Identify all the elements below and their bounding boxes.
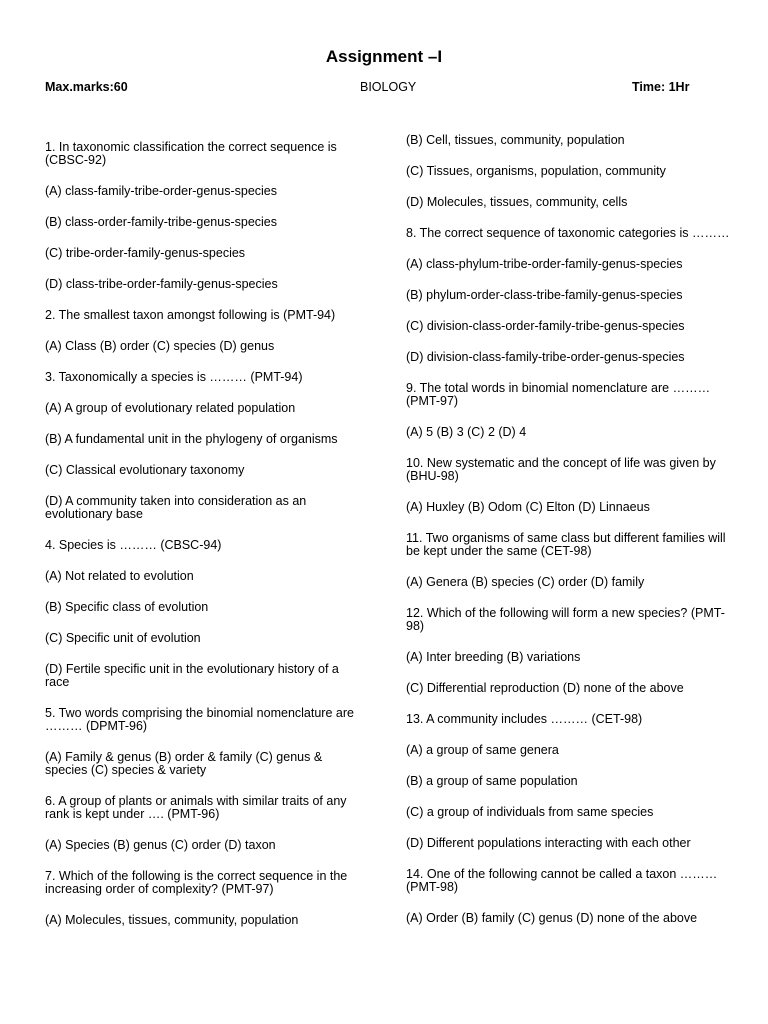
answer-option: (D) class-tribe-order-family-genus-species — [45, 277, 278, 291]
answer-option: (A) Huxley (B) Odom (C) Elton (D) Linnaeus — [406, 500, 650, 514]
question-text: 8. The correct sequence of taxonomic categories is ……… — [406, 226, 730, 240]
question-text: 1. In taxonomic classification the correct sequence is (CBSC-92) — [45, 140, 337, 167]
answer-option: (A) A group of evolutionary related population — [45, 401, 296, 415]
answer-option: (A) class-phylum-tribe-order-family-genus-species — [406, 257, 683, 271]
question-text: 3. Taxonomically a species is ……… (PMT-94) — [45, 370, 303, 384]
answer-option: (A) Molecules, tissues, community, population — [45, 913, 299, 927]
right-column — [406, 134, 731, 943]
time-limit: Time: 1Hr — [632, 80, 690, 94]
question-text: 4. Species is ……… (CBSC-94) — [45, 538, 222, 552]
answer-option: (A) Order (B) family (C) genus (D) none of the above — [406, 911, 698, 925]
answer-option: (A) a group of same genera — [406, 743, 559, 757]
answer-option: (B) Specific class of evolution — [45, 600, 209, 614]
answer-option: (A) Family & genus (B) order & family (C) genus & species (C) species & variety — [45, 750, 323, 777]
answer-option: (A) Inter breeding (B) variations — [406, 650, 581, 664]
answer-option: (C) Differential reproduction (D) none of the above — [406, 681, 684, 695]
question-text: 9. The total words in binomial nomenclature are ……… (PMT-97) — [406, 381, 711, 408]
answer-option: (C) Specific unit of evolution — [45, 631, 201, 645]
left-column — [45, 141, 365, 945]
question-text: 7. Which of the following is the correct sequence in the increasing order of complexity? (PMT-97) — [45, 869, 348, 896]
question-text: 14. One of the following cannot be called a taxon ……… (PMT-98) — [406, 867, 718, 894]
question-text: 5. Two words comprising the binomial nomenclature are ……… (DPMT-96) — [45, 706, 354, 733]
question-text: 12. Which of the following will form a new species? (PMT-98) — [406, 606, 725, 633]
answer-option: (B) A fundamental unit in the phylogeny of organisms — [45, 432, 338, 446]
answer-option: (D) Different populations interacting with each other — [406, 836, 691, 850]
answer-option: (B) a group of same population — [406, 774, 578, 788]
answer-option: (C) a group of individuals from same species — [406, 805, 654, 819]
page-title: Assignment –I — [325, 47, 443, 66]
answer-option: (C) division-class-order-family-tribe-genus-species — [406, 319, 685, 333]
answer-option: (A) 5 (B) 3 (C) 2 (D) 4 — [406, 425, 527, 439]
answer-option: (D) division-class-family-tribe-order-genus-species — [406, 350, 685, 364]
answer-option: (D) A community taken into consideration as an evolutionary base — [45, 494, 307, 521]
max-marks: Max.marks:60 — [45, 80, 128, 94]
answer-option: (B) phylum-order-class-tribe-family-genus-species — [406, 288, 683, 302]
answer-option: (C) Classical evolutionary taxonomy — [45, 463, 245, 477]
answer-option: (A) Not related to evolution — [45, 569, 194, 583]
answer-option: (C) Tissues, organisms, population, community — [406, 164, 666, 178]
question-text: 11. Two organisms of same class but different families will be kept under the same (CET-98) — [406, 531, 726, 558]
answer-option: (D) Molecules, tissues, community, cells — [406, 195, 628, 209]
answer-option: (B) Cell, tissues, community, population — [406, 133, 625, 147]
answer-option: (D) Fertile specific unit in the evolutionary history of a race — [45, 662, 339, 689]
answer-option: (A) class-family-tribe-order-genus-species — [45, 184, 278, 198]
question-text: 2. The smallest taxon amongst following is (PMT-94) — [45, 308, 336, 322]
question-text: 13. A community includes ……… (CET-98) — [406, 712, 643, 726]
answer-option: (A) Genera (B) species (C) order (D) family — [406, 575, 645, 589]
question-text: 6. A group of plants or animals with similar traits of any rank is kept under …. (PMT-96) — [45, 794, 347, 821]
subject: BIOLOGY — [360, 80, 417, 94]
answer-option: (B) class-order-family-tribe-genus-species — [45, 215, 278, 229]
question-text: 10. New systematic and the concept of life was given by (BHU-98) — [406, 456, 716, 483]
answer-option: (A) Class (B) order (C) species (D) genus — [45, 339, 275, 353]
answer-option: (A) Species (B) genus (C) order (D) taxon — [45, 838, 276, 852]
answer-option: (C) tribe-order-family-genus-species — [45, 246, 246, 260]
